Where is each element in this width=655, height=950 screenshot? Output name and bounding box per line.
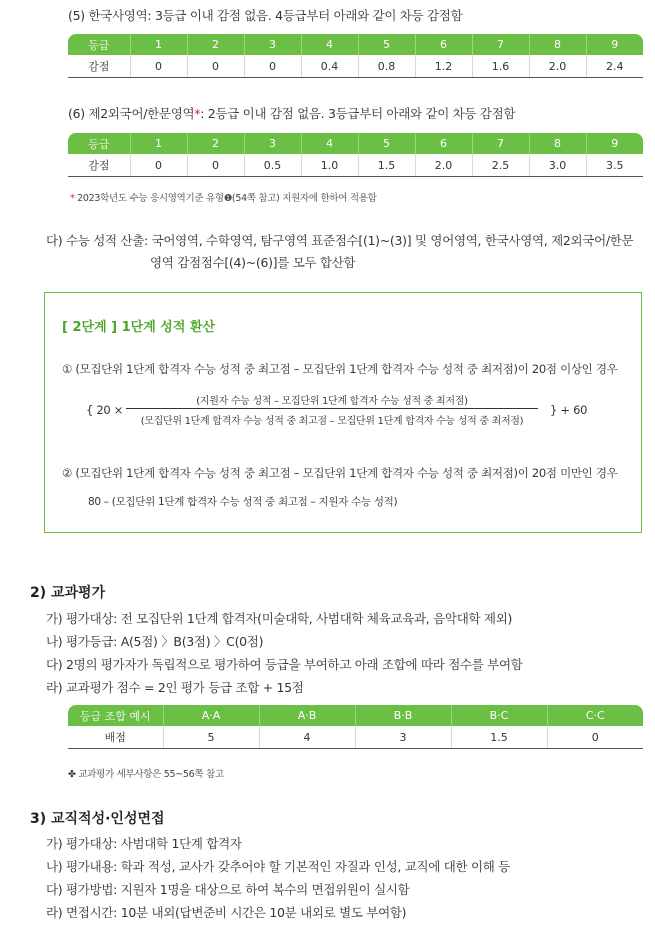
foreign-language-deduction-table — [68, 133, 643, 177]
interview-heading: 3) 교직적성·인성면접 — [30, 811, 165, 827]
subject-eval-item: 가) 평가대상: 전 모집단위 1단계 합격자(미술대학, 사범대학 체육교육과, 음악대학 제외) — [46, 611, 513, 626]
table-cell: 2.0 — [529, 55, 586, 78]
fraction-bar — [126, 408, 538, 409]
table-header-cell: 4 — [301, 133, 358, 154]
table-header-cell: 등급 조합 예시 — [68, 705, 163, 726]
case2-condition: ② (모집단위 1단계 합격자 수능 성적 중 최고점 – 모집단위 1단계 합격자 수능 성적 중 최저점)이 20점 미만인 경우 — [62, 466, 618, 480]
table-cell: 2.5 — [472, 154, 529, 177]
case1-condition: ① (모집단위 1단계 합격자 수능 성적 중 최고점 – 모집단위 1단계 합격자 수능 성적 중 최저점)이 20점 이상인 경우 — [62, 362, 618, 376]
table-cell: 0.4 — [301, 55, 358, 78]
table-header-cell: C·C — [547, 705, 643, 726]
table-cell: 1.2 — [415, 55, 472, 78]
table-header-cell: 2 — [187, 34, 244, 55]
asterisk-mark: * — [194, 106, 201, 121]
table-cell: 2.0 — [415, 154, 472, 177]
subject-eval-footnote — [68, 766, 224, 780]
label-part: : 2등급 이내 감점 없음. 3등급부터 아래와 같이 차등 감점함 — [200, 106, 516, 121]
table-header-cell: 9 — [586, 34, 643, 55]
interview-item: 다) 평가방법: 지원자 1명을 대상으로 하여 복수의 면접위원이 실시함 — [46, 882, 410, 897]
table-cell: 0 — [244, 55, 301, 78]
footnote-text: 2023학년도 수능 응시영역기준 유형❶(54쪽 참고) 지원자에 한하여 적용함 — [74, 193, 377, 204]
foreign-language-label — [68, 104, 515, 122]
table-cell: 0 — [187, 154, 244, 177]
table-cell: 배점 — [68, 726, 163, 749]
score-calculation-line2: 영역 감점점수[(4)~(6)]를 모두 합산함 — [150, 255, 356, 270]
footnote-text: 교과평가 세부사항은 55~56쪽 참고 — [75, 769, 224, 780]
table-header-cell: 3 — [244, 34, 301, 55]
table-header-cell: 등급 — [68, 133, 130, 154]
table-header-cell: 7 — [472, 34, 529, 55]
table-header-cell: 4 — [301, 34, 358, 55]
case2-formula: 80 – (모집단위 1단계 합격자 수능 성적 중 최고점 – 지원자 수능 성적) — [88, 496, 398, 508]
table-cell: 1.5 — [358, 154, 415, 177]
table-header-cell: A·A — [163, 705, 259, 726]
score-calculation-line1: 다) 수능 성적 산출: 국어영역, 수학영역, 탐구영역 표준점수[(1)~(3)] 및 영어영역, 한국사영역, 제2외국어/한문 — [46, 233, 634, 248]
formula-open: { 20 × — [86, 403, 124, 417]
table-header-cell: 등급 — [68, 34, 130, 55]
table-cell: 0 — [547, 726, 643, 749]
table-cell: 0 — [187, 55, 244, 78]
table-cell: 1.5 — [451, 726, 547, 749]
subject-eval-item: 다) 2명의 평가자가 독립적으로 평가하여 등급을 부여하고 아래 조합에 따라 점수를 부여함 — [46, 657, 523, 672]
table-header-cell: A·B — [259, 705, 355, 726]
table-cell: 0.5 — [244, 154, 301, 177]
table-cell: 5 — [163, 726, 259, 749]
table-header-cell: 6 — [415, 34, 472, 55]
table-cell: 3.5 — [586, 154, 643, 177]
table-cell: 2.4 — [586, 55, 643, 78]
subject-eval-item: 나) 평가등급: A(5점) 〉B(3점) 〉C(0점) — [46, 634, 264, 649]
table-cell: 3 — [355, 726, 451, 749]
table-cell: 4 — [259, 726, 355, 749]
grade-combination-table — [68, 705, 643, 749]
table-cell: 0 — [130, 154, 187, 177]
table-cell: 0 — [130, 55, 187, 78]
applicability-footnote — [70, 190, 377, 204]
table-header-cell: 5 — [358, 133, 415, 154]
interview-item: 가) 평가대상: 사범대학 1단계 합격자 — [46, 836, 242, 851]
table-header-cell: 1 — [130, 133, 187, 154]
korean-history-deduction-table — [68, 34, 643, 78]
formula-numerator: (지원자 수능 성적 – 모집단위 1단계 합격자 수능 성적 중 최저점) — [196, 396, 468, 407]
subject-eval-item: 라) 교과평가 점수 = 2인 평가 등급 조합 + 15점 — [46, 680, 304, 695]
formula-denominator: (모집단위 1단계 합격자 수능 성적 중 최고점 – 모집단위 1단계 합격자 수능 성적 중 최저점) — [140, 416, 524, 427]
table-header-cell: 9 — [586, 133, 643, 154]
table-header-cell: 8 — [529, 34, 586, 55]
table-header-cell: 2 — [187, 133, 244, 154]
table-header-cell: B·B — [355, 705, 451, 726]
table-cell: 0.8 — [358, 55, 415, 78]
table-cell: 1.6 — [472, 55, 529, 78]
formula-close: } + 60 — [550, 403, 588, 417]
table-cell: 3.0 — [529, 154, 586, 177]
table-cell: 1.0 — [301, 154, 358, 177]
step2-title: [ 2단계 ] 1단계 성적 환산 — [62, 320, 216, 335]
cross-mark-icon: ✤ — [68, 769, 76, 780]
asterisk-mark: * — [70, 193, 75, 204]
table-header-cell: B·C — [451, 705, 547, 726]
subject-eval-heading: 2) 교과평가 — [30, 585, 106, 601]
table-header-cell: 5 — [358, 34, 415, 55]
table-header-cell: 7 — [472, 133, 529, 154]
table-header-cell: 8 — [529, 133, 586, 154]
korean-history-label: (5) 한국사영역: 3등급 이내 감점 없음. 4등급부터 아래와 같이 차등 감점함 — [68, 8, 463, 23]
table-header-cell: 3 — [244, 133, 301, 154]
interview-item: 나) 평가내용: 학과 적성, 교사가 갖추어야 할 기본적인 자질과 인성, 교직에 대한 이해 등 — [46, 859, 510, 874]
table-header-cell: 1 — [130, 34, 187, 55]
table-cell: 감점 — [68, 55, 130, 78]
table-cell: 감점 — [68, 154, 130, 177]
label-part: (6) 제2외국어/한문영역 — [68, 106, 195, 121]
table-header-cell: 6 — [415, 133, 472, 154]
interview-item: 라) 면접시간: 10분 내외(답변준비 시간은 10분 내외로 별도 부여함) — [46, 905, 407, 920]
